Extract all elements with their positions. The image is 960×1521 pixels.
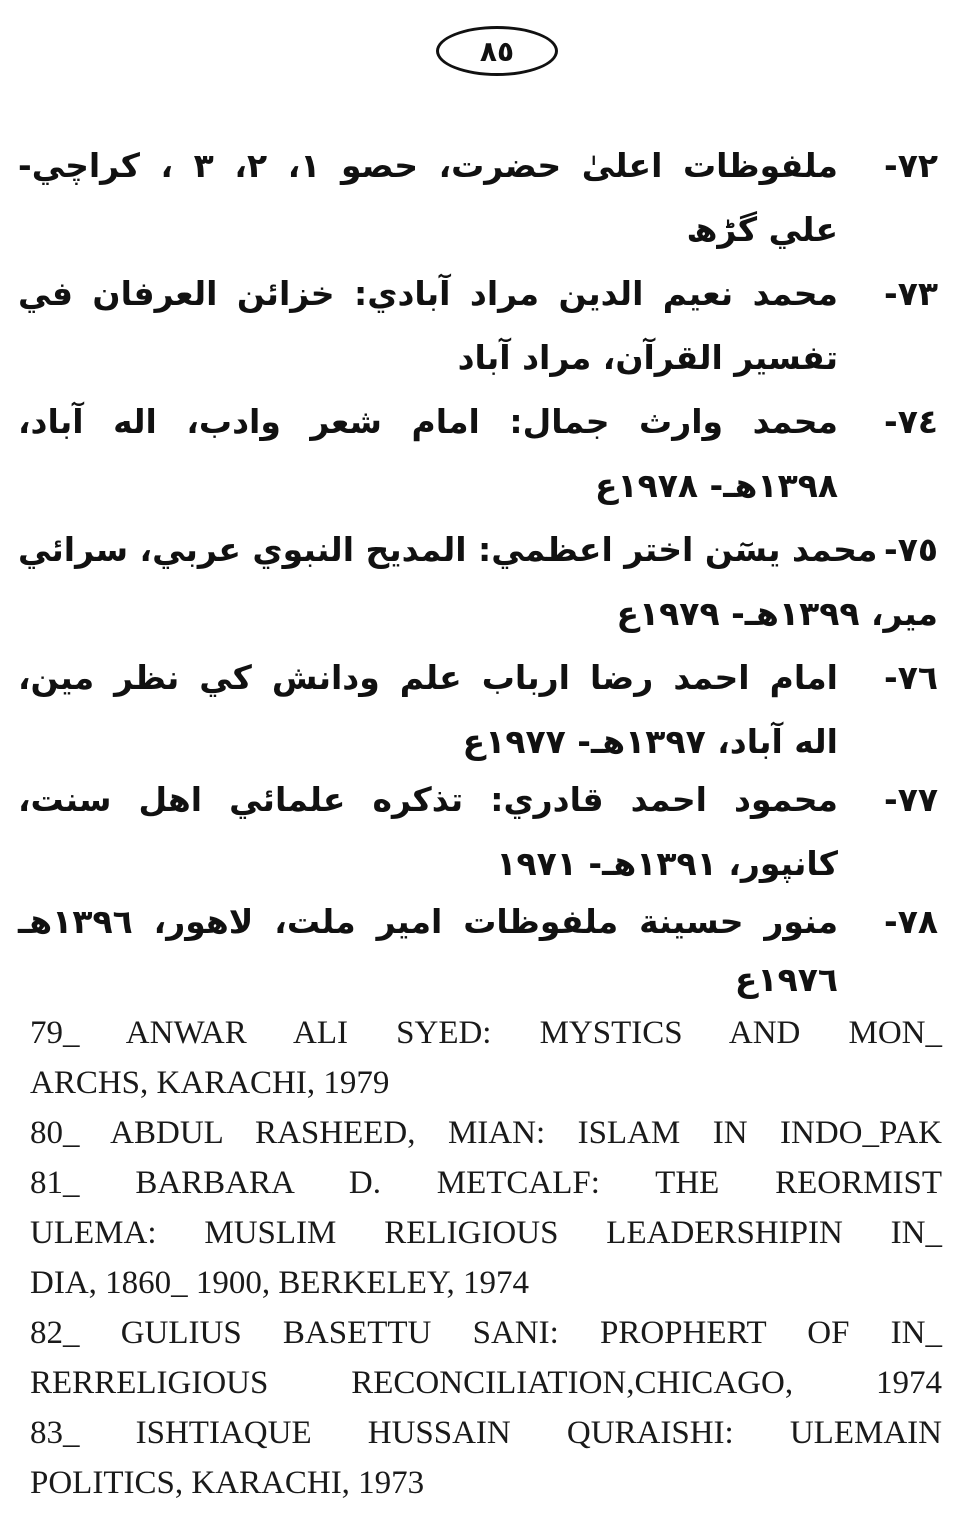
entry-text: كانپور، ١٣٩١هـ- ١٩٧١ bbox=[496, 844, 838, 883]
entry-text: محمود احمد قادري: تذكره علمائي اهل سنت، bbox=[18, 780, 838, 819]
bibliography-entry-78 bbox=[18, 890, 938, 1006]
reference-line: 79_ ANWAR ALI SYED: MYSTICS AND MON_ bbox=[30, 1015, 942, 1051]
entry-text: محمد نعيم الدين مراد آبادي: خزائن العرفان في bbox=[18, 274, 838, 313]
entry-line bbox=[18, 832, 938, 896]
entry-line bbox=[18, 390, 938, 454]
bibliography-entry-74 bbox=[18, 390, 938, 518]
entry-line bbox=[18, 326, 938, 390]
reference-line: 82_ GULIUS BASETTU SANI: PROPHERT OF IN_ bbox=[30, 1315, 942, 1351]
reference-line: RERRELIGIOUS RECONCILIATION,CHICAGO, 1974 bbox=[30, 1365, 942, 1401]
entry-line bbox=[18, 518, 938, 582]
entry-line bbox=[18, 454, 938, 518]
reference-line: DIA, 1860_ 1900, BERKELEY, 1974 bbox=[30, 1265, 529, 1301]
bibliography-entry-77 bbox=[18, 768, 938, 896]
entry-line bbox=[18, 582, 938, 646]
bibliography-entry-75 bbox=[18, 518, 938, 646]
reference-line: ULEMA: MUSLIM RELIGIOUS LEADERSHIPIN IN_ bbox=[30, 1215, 942, 1251]
reference-line: 81_ BARBARA D. METCALF: THE REORMIST bbox=[30, 1165, 942, 1201]
reference-line: 83_ ISHTIAQUE HUSSAIN QURAISHI: ULEMAIN bbox=[30, 1415, 942, 1451]
entry-number: ٧٧- bbox=[884, 780, 938, 819]
entry-text: تفسير القرآن، مراد آباد bbox=[457, 338, 838, 377]
entry-line bbox=[18, 768, 938, 832]
page-number: ٨٥ bbox=[436, 26, 558, 76]
entry-number: ٧٥- bbox=[884, 530, 938, 569]
bibliography-entry-76 bbox=[18, 646, 938, 774]
entry-text: محمد يسٓن اختر اعظمي: المديح النبوي عربي، سرائي bbox=[18, 530, 878, 569]
entry-number: ٧٣- bbox=[884, 274, 938, 313]
entry-text: ملفوظات اعلیٰ حضرت، حصو ١، ٢، ٣ ، كراچي- bbox=[18, 146, 838, 185]
entry-line bbox=[18, 134, 938, 198]
entry-line bbox=[18, 646, 938, 710]
entry-number: ٧٦- bbox=[884, 658, 938, 697]
entry-number: ٧٢- bbox=[884, 146, 938, 185]
entry-number: ٧٨- bbox=[884, 902, 938, 941]
bibliography-entry-72 bbox=[18, 134, 938, 262]
entry-text: ١٩٧٦ع bbox=[734, 960, 838, 999]
entry-number: ٧٤- bbox=[884, 402, 938, 441]
entry-line bbox=[18, 262, 938, 326]
entry-text: علي گڑھ bbox=[686, 210, 838, 249]
entry-line bbox=[18, 954, 938, 1006]
reference-line: POLITICS, KARACHI, 1973 bbox=[30, 1465, 425, 1501]
entry-line bbox=[18, 890, 938, 954]
reference-line: ARCHS, KARACHI, 1979 bbox=[30, 1065, 390, 1101]
entry-line bbox=[18, 198, 938, 262]
reference-line: 80_ ABDUL RASHEED, MIAN: ISLAM IN INDO_PAK bbox=[30, 1115, 942, 1151]
entry-text: امام احمد رضا ارباب علم ودانش كي نظر مين، bbox=[18, 658, 838, 697]
entry-text: مير، ١٣٩٩هـ- ١٩٧٩ع bbox=[616, 594, 938, 633]
entry-text: اله آباد، ١٣٩٧هـ- ١٩٧٧ع bbox=[462, 722, 838, 761]
english-references bbox=[30, 1008, 942, 1508]
entry-line bbox=[18, 710, 938, 774]
entry-text: منور حسينة ملفوظات امير ملت، لاهور، ١٣٩٦هـ bbox=[18, 902, 838, 941]
bibliography-entry-73 bbox=[18, 262, 938, 390]
entry-text: محمد وارث جمال: امام شعر وادب، اله آباد، bbox=[18, 402, 838, 441]
entry-text: ١٣٩٨هـ- ١٩٧٨ع bbox=[594, 466, 838, 505]
